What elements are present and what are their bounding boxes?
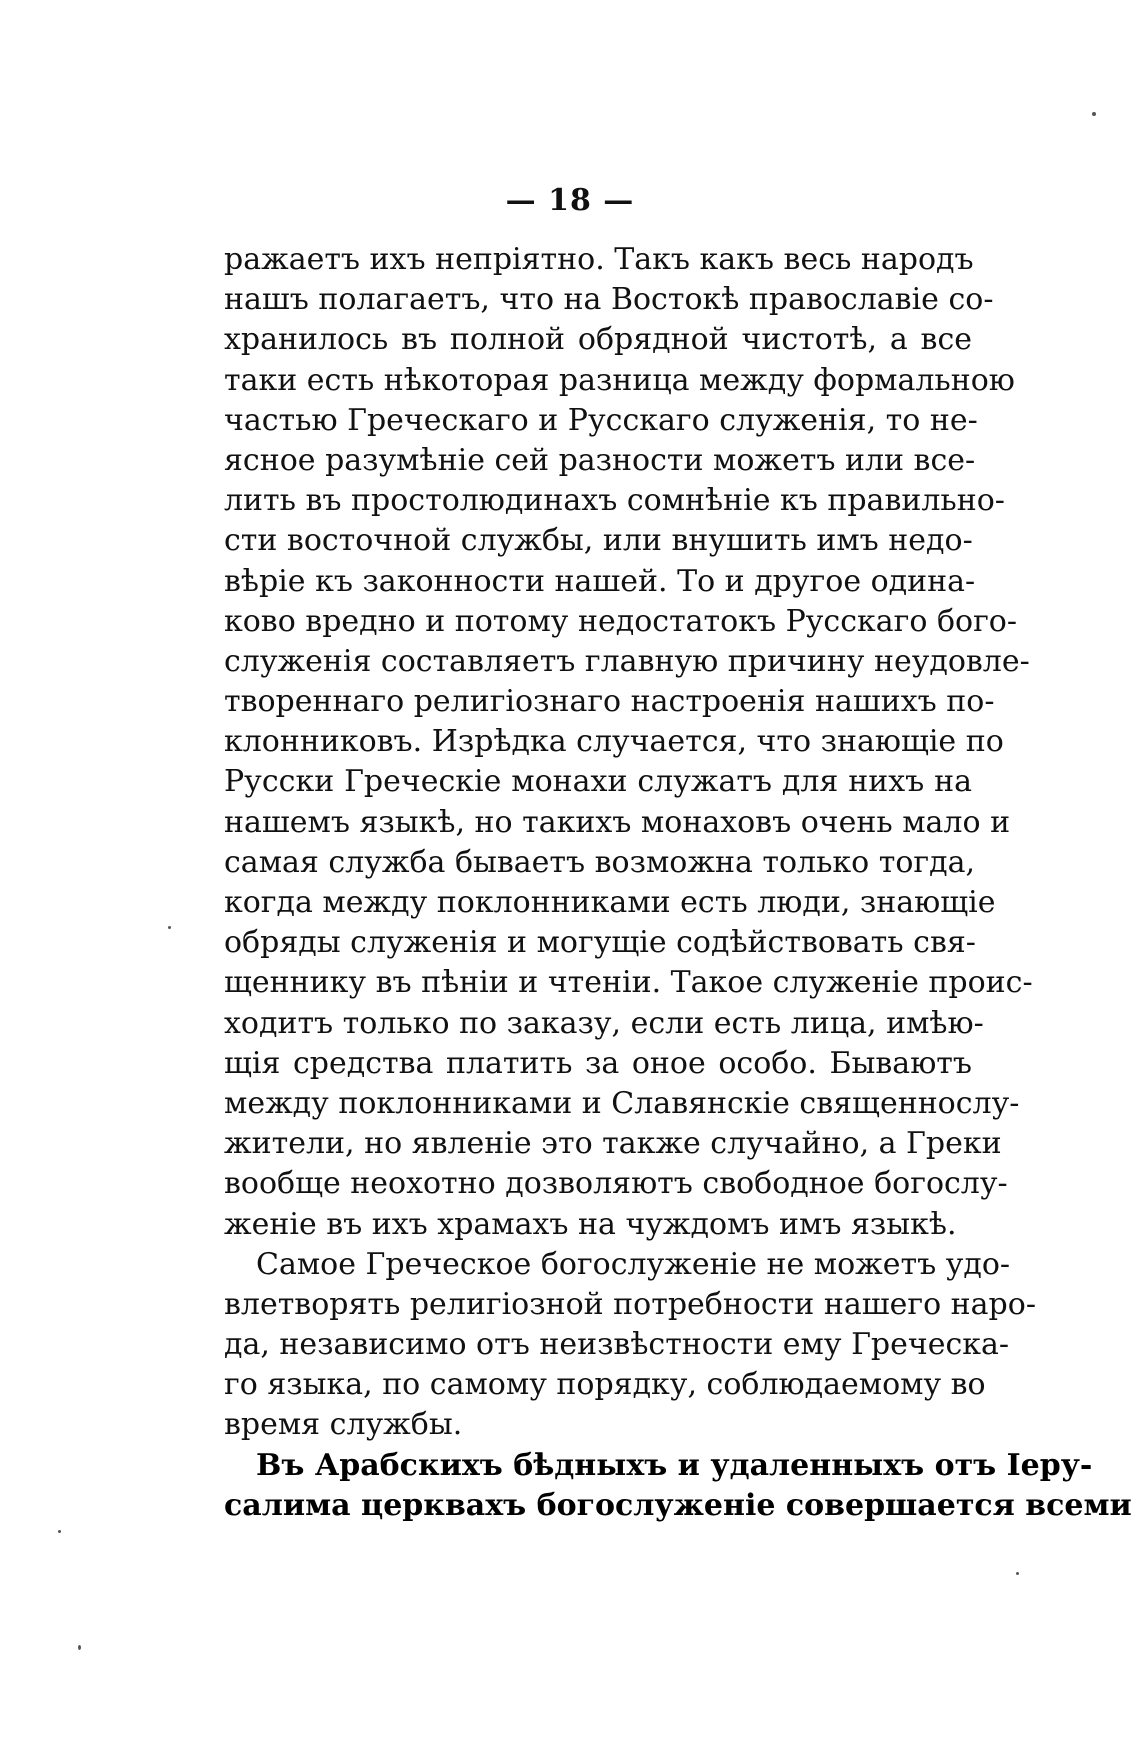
text-line: между поклонниками и Славянскіе священнослу-: [224, 1085, 1020, 1121]
text-line: частью Греческаго и Русскаго служенія, то не-: [224, 402, 978, 438]
text-line: ясное разумѣніе сей разности можетъ или все-: [224, 442, 976, 478]
text-line: Русски Греческіе монахи служатъ для нихъ на: [224, 764, 972, 800]
paper-speck: [78, 1645, 81, 1650]
text-line: лить въ простолюдинахъ сомнѣніе къ правильно-: [224, 483, 1005, 519]
text-line: щеннику въ пѣніи и чтеніи. Такое служеніе проис-: [224, 965, 1033, 1001]
text-line: го языка, по самому порядку, соблюдаемому во: [224, 1367, 986, 1403]
text-line: когда между поклонниками есть люди, знающіе: [224, 885, 996, 920]
text-line: вѣріе къ законности нашей. То и другое одина-: [224, 563, 976, 599]
paper-speck: [168, 926, 171, 929]
text-line: ково вредно и потому недостатокъ Русскаго бого-: [224, 603, 1018, 639]
page-number: — 18 —: [505, 183, 635, 218]
text-line: твореннаго религіознаго настроенія нашихъ по-: [224, 684, 995, 720]
text-line: жители, но явленіе это также случайно, а Греки: [224, 1126, 1002, 1162]
text-line: ходитъ только по заказу, если есть лица, имѣю-: [224, 1005, 984, 1041]
text-line: щія средства платить за оное особо. Бываютъ: [224, 1045, 972, 1081]
text-line: таки есть нѣкоторая разница между формальною: [224, 362, 1015, 398]
text-line: время службы.: [224, 1407, 463, 1443]
text-line: нашъ полагаетъ, что на Востокѣ православіе со-: [224, 282, 994, 318]
text-line: обряды служенія и могущіе содѣйствовать свя-: [224, 925, 976, 961]
body-text: [224, 240, 1132, 1526]
paper-speck: [1016, 1572, 1019, 1575]
text-line: сти восточной службы, или внушить имъ недо-: [224, 523, 973, 559]
text-line: влетворять религіозной потребности нашего наро-: [224, 1286, 1036, 1322]
paper-speck: [1092, 112, 1096, 116]
text-line: нашемъ языкѣ, но такихъ монаховъ очень мало и: [224, 804, 1011, 840]
text-line: салима церквахъ богослуженіе совершается всеми: [224, 1487, 1132, 1523]
text-line: женіе въ ихъ храмахъ на чуждомъ имъ языкѣ.: [224, 1206, 957, 1242]
text-line: хранилось въ полной обрядной чистотѣ, а все: [224, 322, 972, 358]
paper-speck: [58, 1530, 61, 1533]
text-line: самая служба бываетъ возможна только тогда,: [224, 844, 976, 880]
text-line: служенія составляетъ главную причину неудовле-: [224, 643, 1030, 679]
text-line: Самое Греческое богослуженіе не можетъ удо-: [256, 1246, 1011, 1282]
text-line: клонниковъ. Изрѣдка случается, что знающіе по: [224, 724, 1004, 760]
text-line: вообще неохотно дозволяютъ свободное богослу-: [224, 1166, 1008, 1202]
text-line: ражаетъ ихъ непріятно. Такъ какъ весь народъ: [224, 242, 974, 277]
text-line: да, независимо отъ неизвѣстности ему Греческа-: [224, 1327, 1010, 1363]
text-line: Въ Арабскихъ бѣдныхъ и удаленныхъ отъ Іеру-: [256, 1447, 1093, 1483]
